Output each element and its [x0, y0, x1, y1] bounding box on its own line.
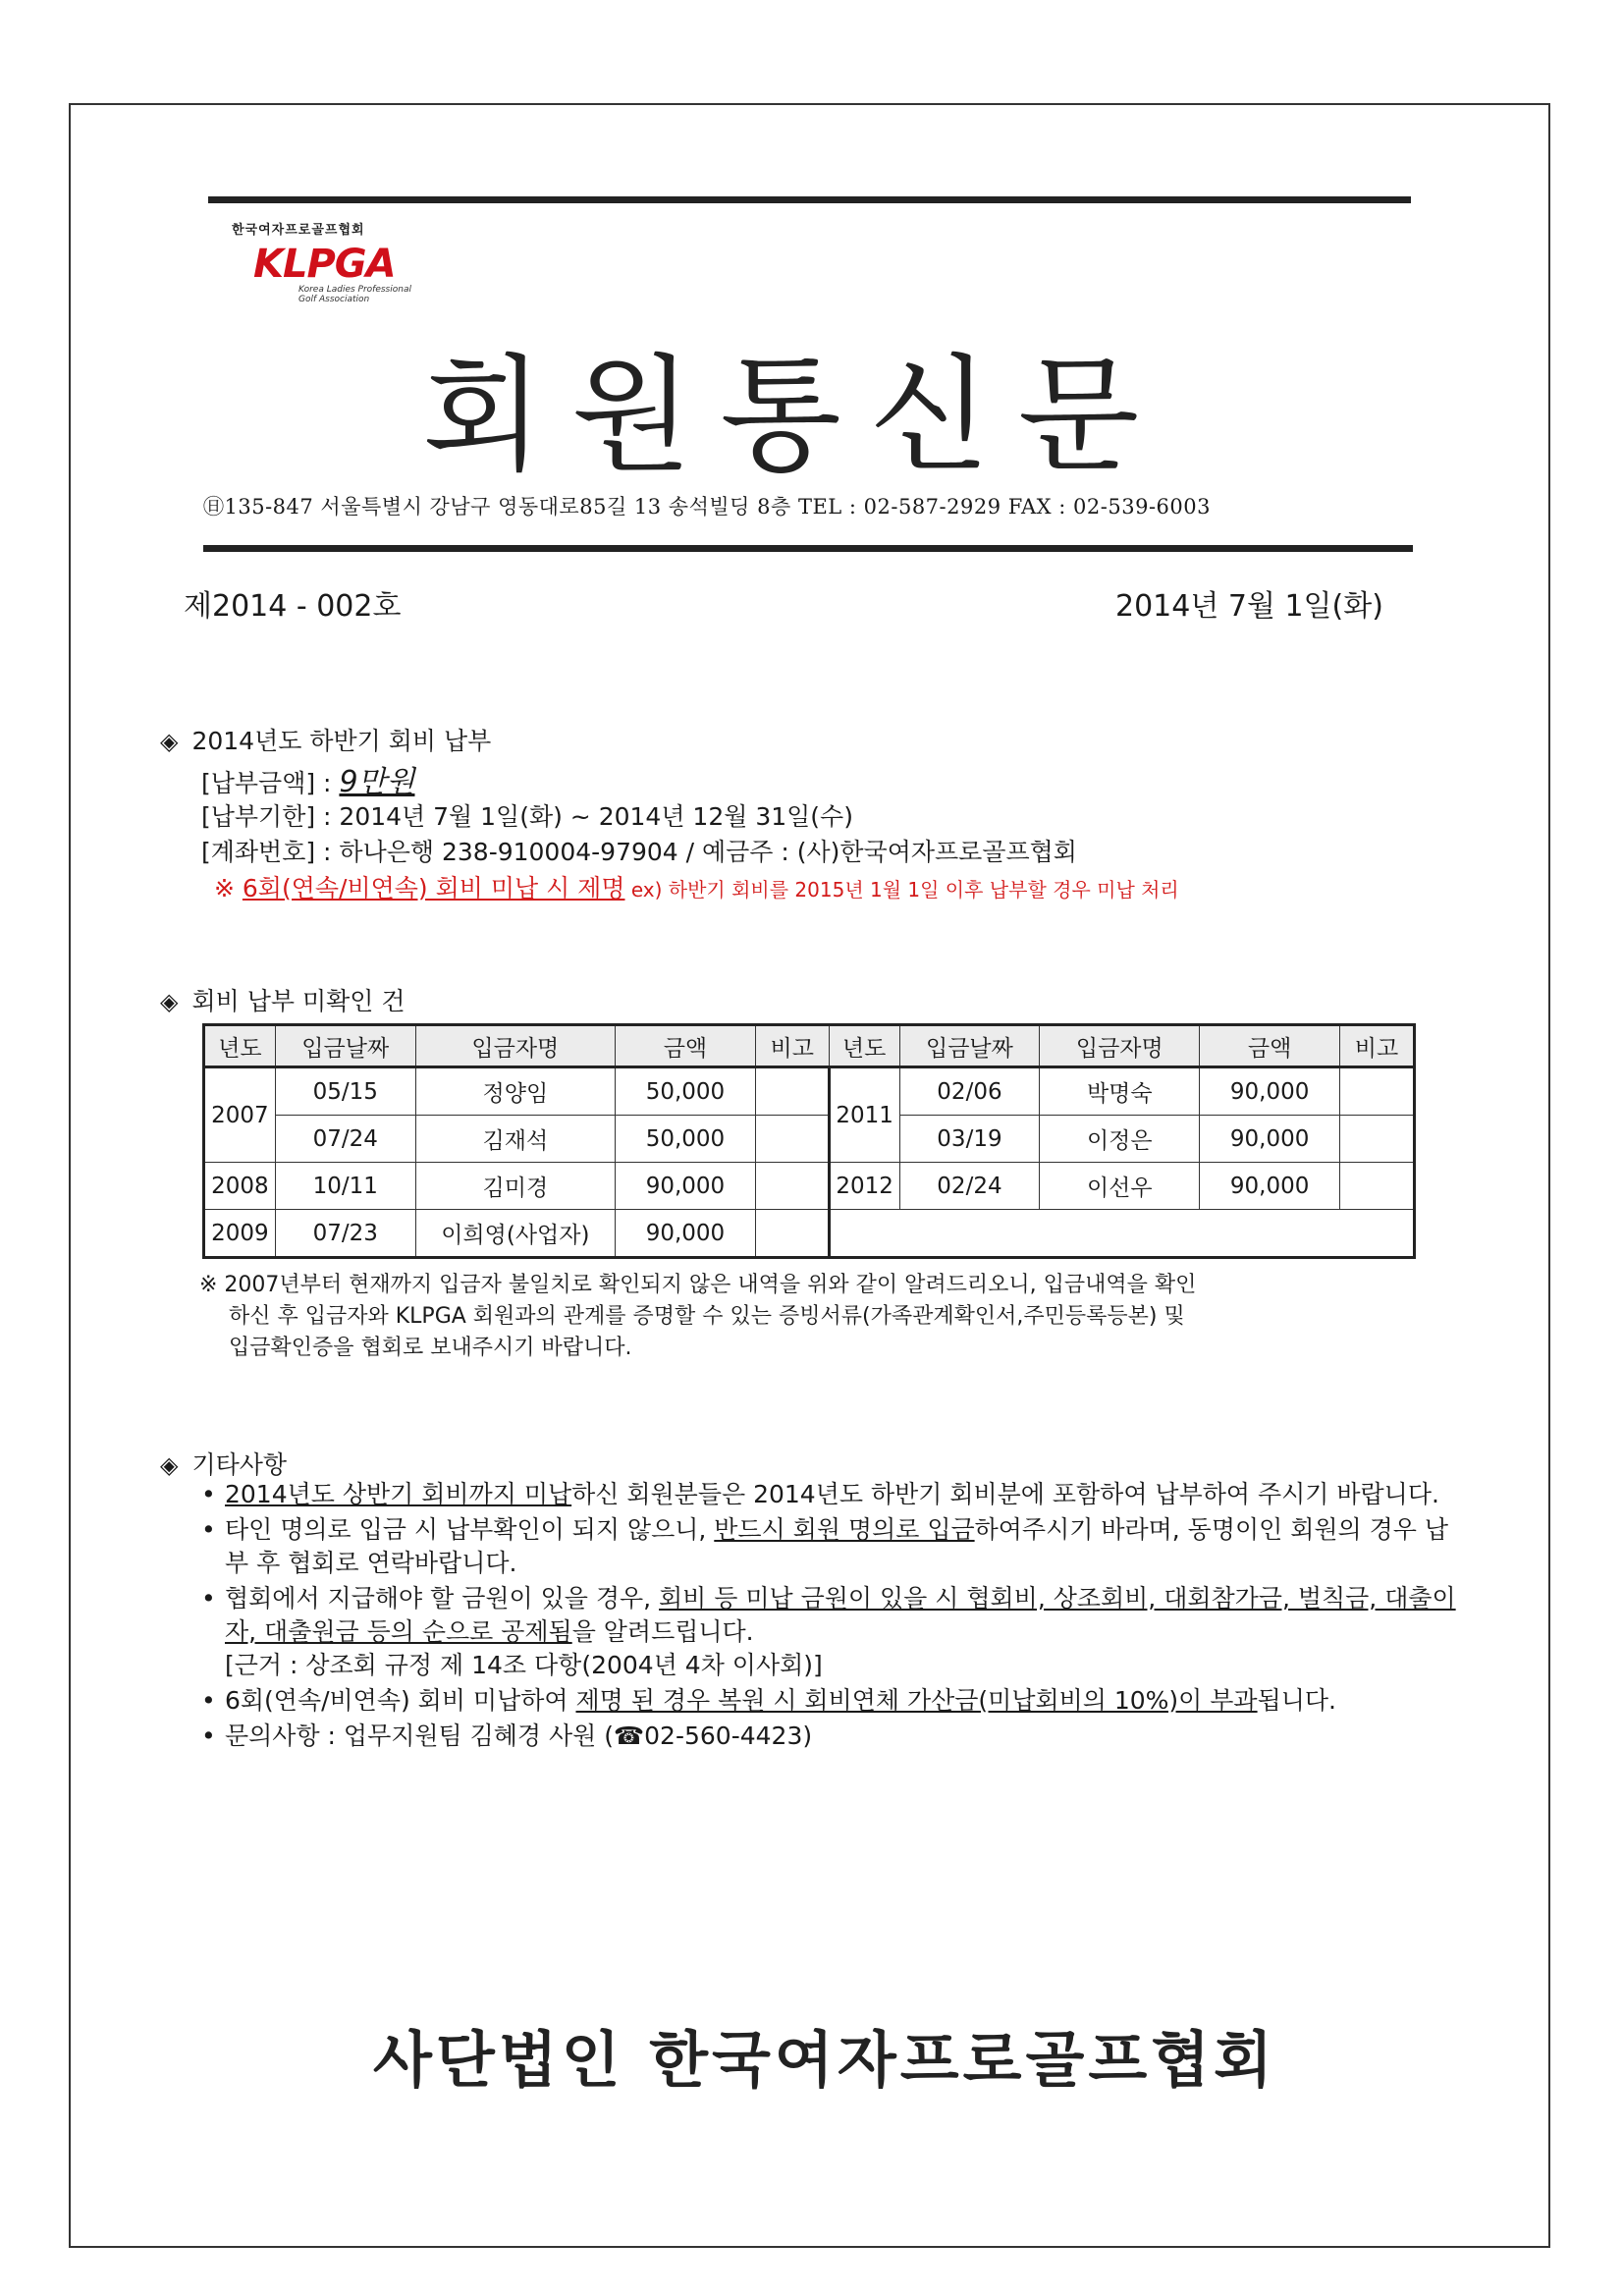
- section-dues-heading: ◈ 2014년도 하반기 회비 납부: [160, 727, 492, 755]
- klpga-logo: KLPGA Korea Ladies Professional Golf Association: [253, 242, 411, 304]
- col-name: 입금자명: [415, 1025, 615, 1067]
- table-cell: [755, 1210, 829, 1258]
- table-cell: 이희영(사업자): [415, 1210, 615, 1258]
- table-cell: [755, 1067, 829, 1116]
- table-cell: 90,000: [616, 1163, 756, 1210]
- table-cell: 02/06: [899, 1067, 1040, 1116]
- account-line: [계좌번호] : 하나은행 238-910004-97904 / 예금주 : (사)한국여자프로골프협회: [201, 838, 1077, 866]
- table-cell: [755, 1116, 829, 1163]
- table-cell: [829, 1210, 1414, 1258]
- col-date: 입금날짜: [275, 1025, 415, 1067]
- table-cell: 김미경: [415, 1163, 615, 1210]
- table-cell: 90,000: [1200, 1067, 1340, 1116]
- table-cell: 50,000: [616, 1116, 756, 1163]
- table-row: [204, 1163, 1415, 1210]
- issue-number: 제2014 - 002호: [184, 589, 402, 624]
- table-cell: 10/11: [275, 1163, 415, 1210]
- table-row: [204, 1116, 1415, 1163]
- list-item: • 타인 명의로 입금 시 납부확인이 되지 않으니, 반드시 회원 명의로 입금하여주시기 바라며, 동명이인 회원의 경우 납부 후 협회로 연락바랍니다.: [201, 1513, 1458, 1580]
- col-year: 년도: [204, 1025, 276, 1067]
- table-cell: 07/23: [275, 1210, 415, 1258]
- table-cell: 07/24: [275, 1116, 415, 1163]
- table-cell: 90,000: [1200, 1116, 1340, 1163]
- list-item: • 문의사항 : 업무지원팀 김혜경 사원 (☎02-560-4423): [201, 1720, 1458, 1753]
- list-item: • 6회(연속/비연속) 회비 미납하여 제명 된 경우 복원 시 회비연체 가산금(미납회비의 10%)이 부과됩니다.: [201, 1684, 1458, 1718]
- diamond-icon: ◈: [160, 988, 179, 1015]
- table-cell: [1340, 1163, 1415, 1210]
- warning-line: ※ 6회(연속/비연속) 회비 미납 시 제명 ex) 하반기 회비를 2015년 1월 1일 이후 납부할 경우 미납 처리: [214, 874, 1179, 902]
- section-unconfirmed-heading: ◈ 회비 납부 미확인 건: [160, 987, 406, 1015]
- table-cell: 90,000: [1200, 1163, 1340, 1210]
- unconfirmed-note: ※ 2007년부터 현재까지 입금자 불일치로 확인되지 않은 내역을 위와 같이 알려드리오니, 입금내역을 확인 하신 후 입금자와 KLPGA 회원과의 관계를 증명할 수 있는 증빙서류(가족관계확인서,주민등록등본) 및 입금확인증을 협회로 보내주시기 바랍니다.: [199, 1273, 1197, 1360]
- header-bottom-rule: [203, 545, 1413, 552]
- amount-line: [납부금액] : 9만원: [201, 765, 415, 799]
- table-cell: 정양임: [415, 1067, 615, 1116]
- page-title: 회원통신문: [422, 343, 1167, 489]
- table-cell: 이선우: [1040, 1163, 1200, 1210]
- amount-value: 9만원: [339, 765, 415, 799]
- table-cell: 2008: [204, 1163, 276, 1210]
- footer-org-name: 사단법인 한국여자프로골프협회: [373, 2024, 1277, 2096]
- table-header-row: [204, 1025, 1415, 1067]
- col-amount: 금액: [1200, 1025, 1340, 1067]
- table-cell: 2007: [204, 1067, 276, 1163]
- table-cell: 50,000: [616, 1067, 756, 1116]
- table-cell: [1340, 1067, 1415, 1116]
- table-cell: 90,000: [616, 1210, 756, 1258]
- issue-date: 2014년 7월 1일(화): [1115, 589, 1383, 624]
- top-rule: [208, 196, 1411, 203]
- diamond-icon: ◈: [160, 1451, 179, 1479]
- org-name-small: 한국여자프로골프협회: [232, 223, 365, 238]
- col-amount: 금액: [616, 1025, 756, 1067]
- unconfirmed-payments-table: [202, 1023, 1416, 1259]
- col-name: 입금자명: [1040, 1025, 1200, 1067]
- table-cell: 02/24: [899, 1163, 1040, 1210]
- legal-basis: [근거 : 상조회 규정 제 14조 다항(2004년 4차 이사회)]: [225, 1651, 823, 1679]
- list-item: • 2014년도 상반기 회비까지 미납하신 회원분들은 2014년도 하반기 회비분에 포함하여 납부하여 주시기 바랍니다.: [201, 1478, 1458, 1511]
- col-note: 비고: [1340, 1025, 1415, 1067]
- col-year: 년도: [829, 1025, 899, 1067]
- table-cell: 03/19: [899, 1116, 1040, 1163]
- table-cell: 05/15: [275, 1067, 415, 1116]
- table-cell: [755, 1163, 829, 1210]
- table-cell: 2011: [829, 1067, 899, 1163]
- period-line: [납부기한] : 2014년 7월 1일(화) ~ 2014년 12월 31일(수): [201, 802, 853, 831]
- address-line: ㊐135-847 서울특별시 강남구 영동대로85길 13 송석빌딩 8층 TEL : 02-587-2929 FAX : 02-539-6003: [203, 495, 1211, 519]
- table-cell: [1340, 1116, 1415, 1163]
- table-cell: 2012: [829, 1163, 899, 1210]
- col-date: 입금날짜: [899, 1025, 1040, 1067]
- col-note: 비고: [755, 1025, 829, 1067]
- section-etc-heading: ◈ 기타사항: [160, 1450, 288, 1479]
- etc-list: [201, 1478, 1458, 1755]
- table-row: [204, 1067, 1415, 1116]
- table-row: [204, 1210, 1415, 1258]
- list-item: • 협회에서 지급해야 할 금원이 있을 경우, 회비 등 미납 금원이 있을 시 협회비, 상조회비, 대회참가금, 벌칙금, 대출이자, 대출원금 등의 순으로 공제됨을 알려드립니다. [근거 : 상조회 규정 제 14조 다항(2004년 4차 이사회)]: [201, 1582, 1458, 1682]
- table-cell: 김재석: [415, 1116, 615, 1163]
- diamond-icon: ◈: [160, 728, 179, 755]
- table-cell: 박명숙: [1040, 1067, 1200, 1116]
- table-cell: 2009: [204, 1210, 276, 1258]
- table-cell: 이정은: [1040, 1116, 1200, 1163]
